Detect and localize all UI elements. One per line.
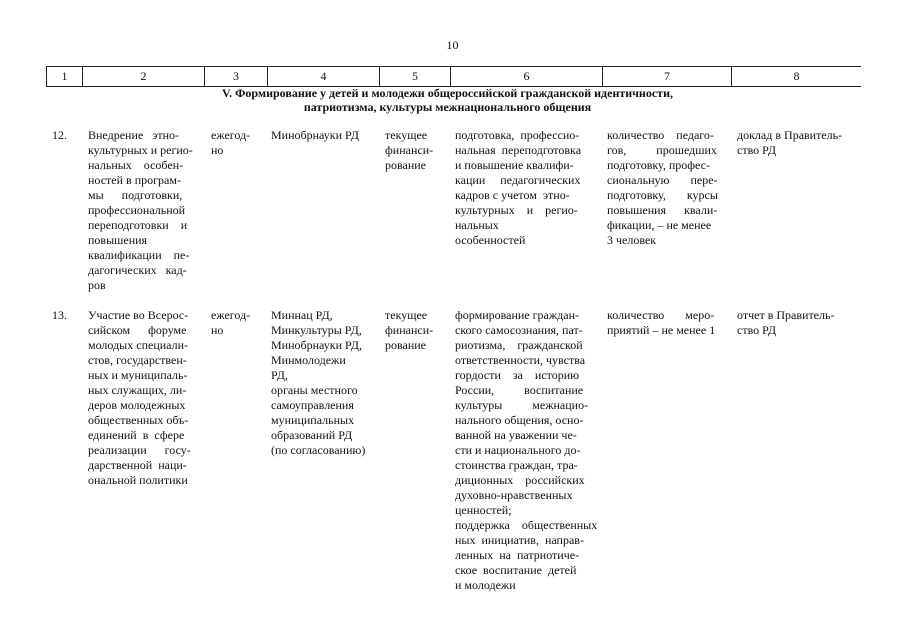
row-period: ежегод- но bbox=[211, 128, 251, 157]
row-report: отчет в Правитель- ство РД bbox=[737, 308, 835, 337]
row-executors: Минобрнауки РД bbox=[271, 128, 359, 142]
column-header: 2 bbox=[82, 66, 204, 87]
row-measure-name: Внедрение этно- культурных и регио- нальных особен- ностей в програм- мы подготовки, профессиональной переподготовки и повышения квалификации пе- дагогических кад- ров bbox=[88, 128, 193, 292]
column-header: 6 bbox=[450, 66, 602, 87]
row-number: 12. bbox=[52, 128, 67, 142]
column-header: 5 bbox=[379, 66, 450, 87]
table-header-row bbox=[46, 66, 861, 87]
row-funding: текущее финанси- рование bbox=[385, 308, 434, 352]
column-header: 3 bbox=[204, 66, 267, 87]
row-report: доклад в Правитель- ство РД bbox=[737, 128, 843, 157]
column-header: 1 bbox=[46, 66, 82, 87]
row-result: подготовка, профессио- нальная переподготовка и повышение квалифи- кации педагогических кадров с учетом этно- культурных и регио- нальных особенностей bbox=[455, 128, 582, 247]
column-header: 4 bbox=[267, 66, 379, 87]
row-number: 13. bbox=[52, 308, 67, 322]
row-result: формирование граждан- ского самосознания, пат- риотизма, гражданской ответственности, чувства гордости за историю России, воспитание культуры межнацио- нального общения, осно- ванной на уважении че- сти и национального до- стоинства граждан, тра- диционных российских духовно-нравственных ценностей; поддержка общественных ных инициатив, направ- ленных на патриотиче- ское воспитание детей и молодежи bbox=[455, 308, 598, 592]
section-title: V. Формирование у детей и молодежи общероссийской гражданской идентичности, патриотизма, культуры межнационального общения bbox=[222, 86, 673, 114]
row-funding: текущее финанси- рование bbox=[385, 128, 434, 172]
row-executors: Миннац РД, Минкультуры РД, Минобрнауки РД, Минмолодежи РД, органы местного самоуправления муниципальных образований РД (по согласованию) bbox=[271, 308, 366, 457]
row-period: ежегод- но bbox=[211, 308, 251, 337]
column-header: 7 bbox=[602, 66, 731, 87]
row-measure-name: Участие во Всерос- сийском форуме молодых специали- стов, государствен- ных и муниципаль- ных служащих, ли- деров молодежных общественных объ- единений в сфере реализации госу- дарственной наци- ональной политики bbox=[88, 308, 191, 487]
column-header: 8 bbox=[731, 66, 861, 87]
row-indicator: количество педаго- гов, прошедших подготовку, профес- сиональную пере- подготовку, курсы повышения квали- фикации, – не менее 3 человек bbox=[607, 128, 718, 247]
page-number: 10 bbox=[446, 38, 459, 52]
row-indicator: количество меро- приятий – не менее 1 bbox=[607, 308, 716, 337]
